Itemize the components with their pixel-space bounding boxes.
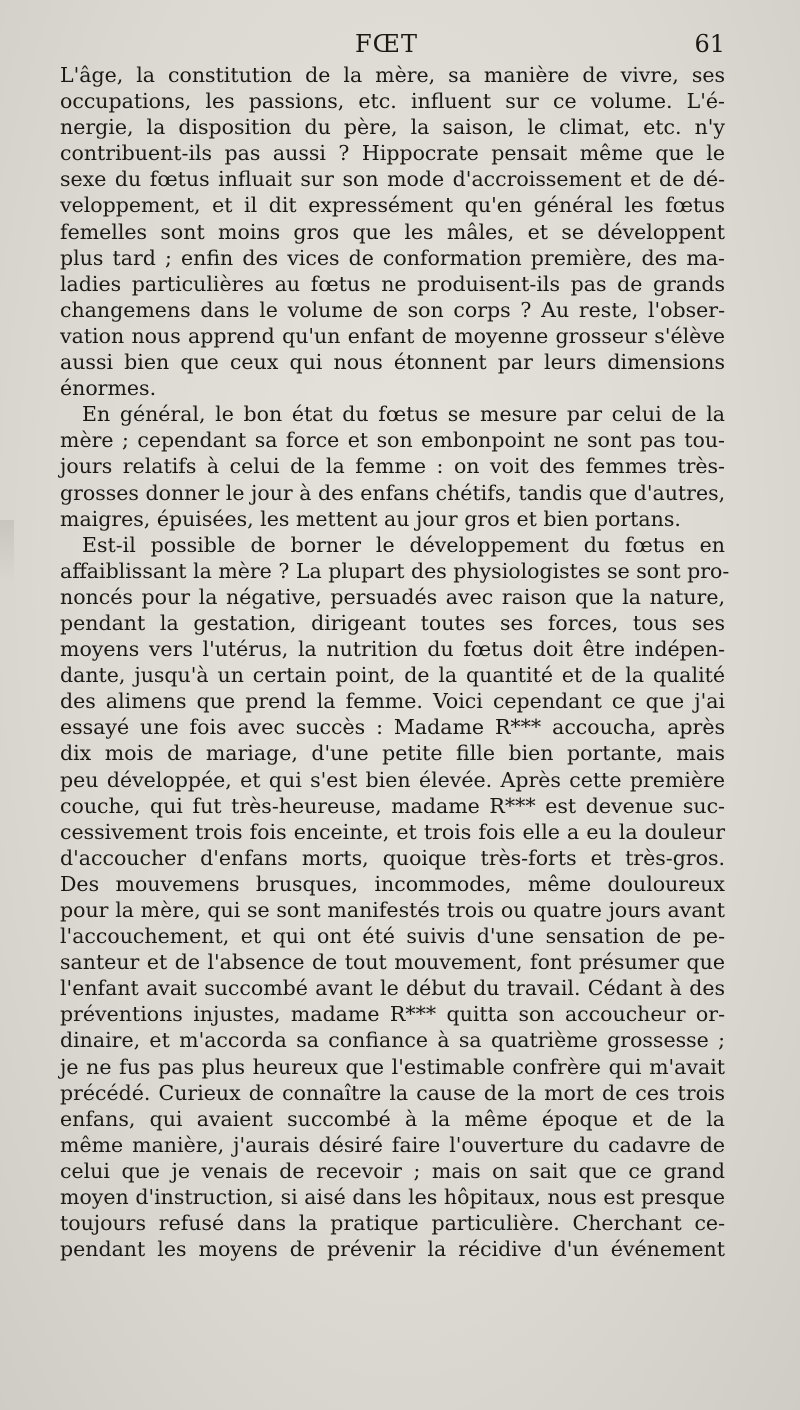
text-line: des alimens que prend la femme. Voici cependant ce que j'ai <box>60 689 725 714</box>
text-line: pendant la gestation, dirigeant toutes ses forces, tous ses <box>60 610 725 635</box>
page-header <box>60 30 725 60</box>
text-line: En général, le bon état du fœtus se mesure par celui de la <box>82 402 725 427</box>
page-number: 61 <box>694 30 725 58</box>
text-line: mère ; cependant sa force et son embonpoint ne sont pas tou- <box>60 428 725 453</box>
text-line: nergie, la disposition du père, la saison, le climat, etc. n'y <box>60 115 725 140</box>
text-line: essayé une fois avec succès : Madame R*** accoucha, après <box>60 715 725 740</box>
text-line: Est-il possible de borner le développement du fœtus en <box>82 532 725 557</box>
text-line: femelles sont moins gros que les mâles, et se développent <box>60 219 725 244</box>
text-line: précédé. Curieux de connaître la cause de la mort de ces trois <box>60 1080 725 1105</box>
text-line: aussi bien que ceux qui nous étonnent par leurs dimensions <box>60 350 725 375</box>
page-edge-shadow <box>0 520 14 580</box>
text-line: moyens vers l'utérus, la nutrition du fœtus doit être indépen- <box>60 637 725 662</box>
text-line: même manière, j'aurais désiré faire l'ouverture du cadavre de <box>60 1132 725 1157</box>
text-line: maigres, épuisées, les mettent au jour gros et bien portans. <box>60 506 681 531</box>
text-line: celui que je venais de recevoir ; mais on sait que ce grand <box>60 1158 725 1183</box>
text-line: enfans, qui avaient succombé à la même époque et de la <box>60 1106 725 1131</box>
text-line: sexe du fœtus influait sur son mode d'accroissement et de dé- <box>60 167 725 192</box>
text-line: grosses donner le jour à des enfans chétifs, tandis que d'autres, <box>60 480 726 505</box>
text-line: dinaire, et m'accorda sa confiance à sa quatrième grossesse ; <box>60 1028 725 1053</box>
text-line: occupations, les passions, etc. influent sur ce volume. L'é- <box>60 89 725 114</box>
text-line: préventions injustes, madame R*** quitta son accoucheur or- <box>60 1002 725 1027</box>
text-line: L'âge, la constitution de la mère, sa manière de vivre, ses <box>60 63 725 87</box>
text-line: dix mois de mariage, d'une petite fille bien portante, mais <box>60 741 725 766</box>
body-text <box>60 62 730 1262</box>
text-line: énormes. <box>60 376 157 401</box>
text-line: d'accoucher d'enfans morts, quoique très-forts et très-gros. <box>60 845 725 870</box>
text-line: veloppement, et il dit expressément qu'en général les fœtus <box>60 193 725 218</box>
text-line: dante, jusqu'à un certain point, de la quantité et de la qualité <box>60 663 725 688</box>
text-line: plus tard ; enfin des vices de conformation première, des ma- <box>60 245 725 270</box>
text-line: toujours refusé dans la pratique particulière. Cherchant ce- <box>60 1211 725 1236</box>
text-line: je ne fus pas plus heureux que l'estimable confrère qui m'avait <box>60 1054 725 1079</box>
text-line: pendant les moyens de prévenir la récidive d'un événement <box>60 1237 725 1262</box>
text-line: santeur et de l'absence de tout mouvement, font présumer que <box>60 950 725 975</box>
text-line: pour la mère, qui se sont manifestés trois ou quatre jours avant <box>60 898 725 922</box>
text-line: ladies particulières au fœtus ne produisent-ils pas de grands <box>60 271 725 296</box>
text-line: peu développée, et qui s'est bien élevée. Après cette première <box>60 767 725 792</box>
text-line: Des mouvemens brusques, incommodes, même douloureux <box>60 871 725 896</box>
text-line: affaiblissant la mère ? La plupart des physiologistes se sont pro- <box>60 558 730 583</box>
text-line: changemens dans le volume de son corps ? Au reste, l'obser- <box>60 297 725 322</box>
text-line: moyen d'instruction, si aisé dans les hôpitaux, nous est presque <box>60 1185 725 1210</box>
text-line: l'accouchement, et qui ont été suivis d'une sensation de pe- <box>60 924 725 949</box>
text-line: l'enfant avait succombé avant le début du travail. Cédant à des <box>60 976 725 1001</box>
running-head: FŒT <box>355 30 418 58</box>
text-line: vation nous apprend qu'un enfant de moyenne grosseur s'élève <box>60 323 725 348</box>
text-line: noncés pour la négative, persuadés avec raison que la nature, <box>60 584 725 609</box>
text-line: contribuent-ils pas aussi ? Hippocrate pensait même que le <box>60 141 725 166</box>
text-line: cessivement trois fois enceinte, et trois fois elle a eu la douleur <box>60 819 725 844</box>
text-line: jours relatifs à celui de la femme : on voit des femmes très- <box>60 454 725 479</box>
text-line: couche, qui fut très-heureuse, madame R*** est devenue suc- <box>60 793 725 818</box>
